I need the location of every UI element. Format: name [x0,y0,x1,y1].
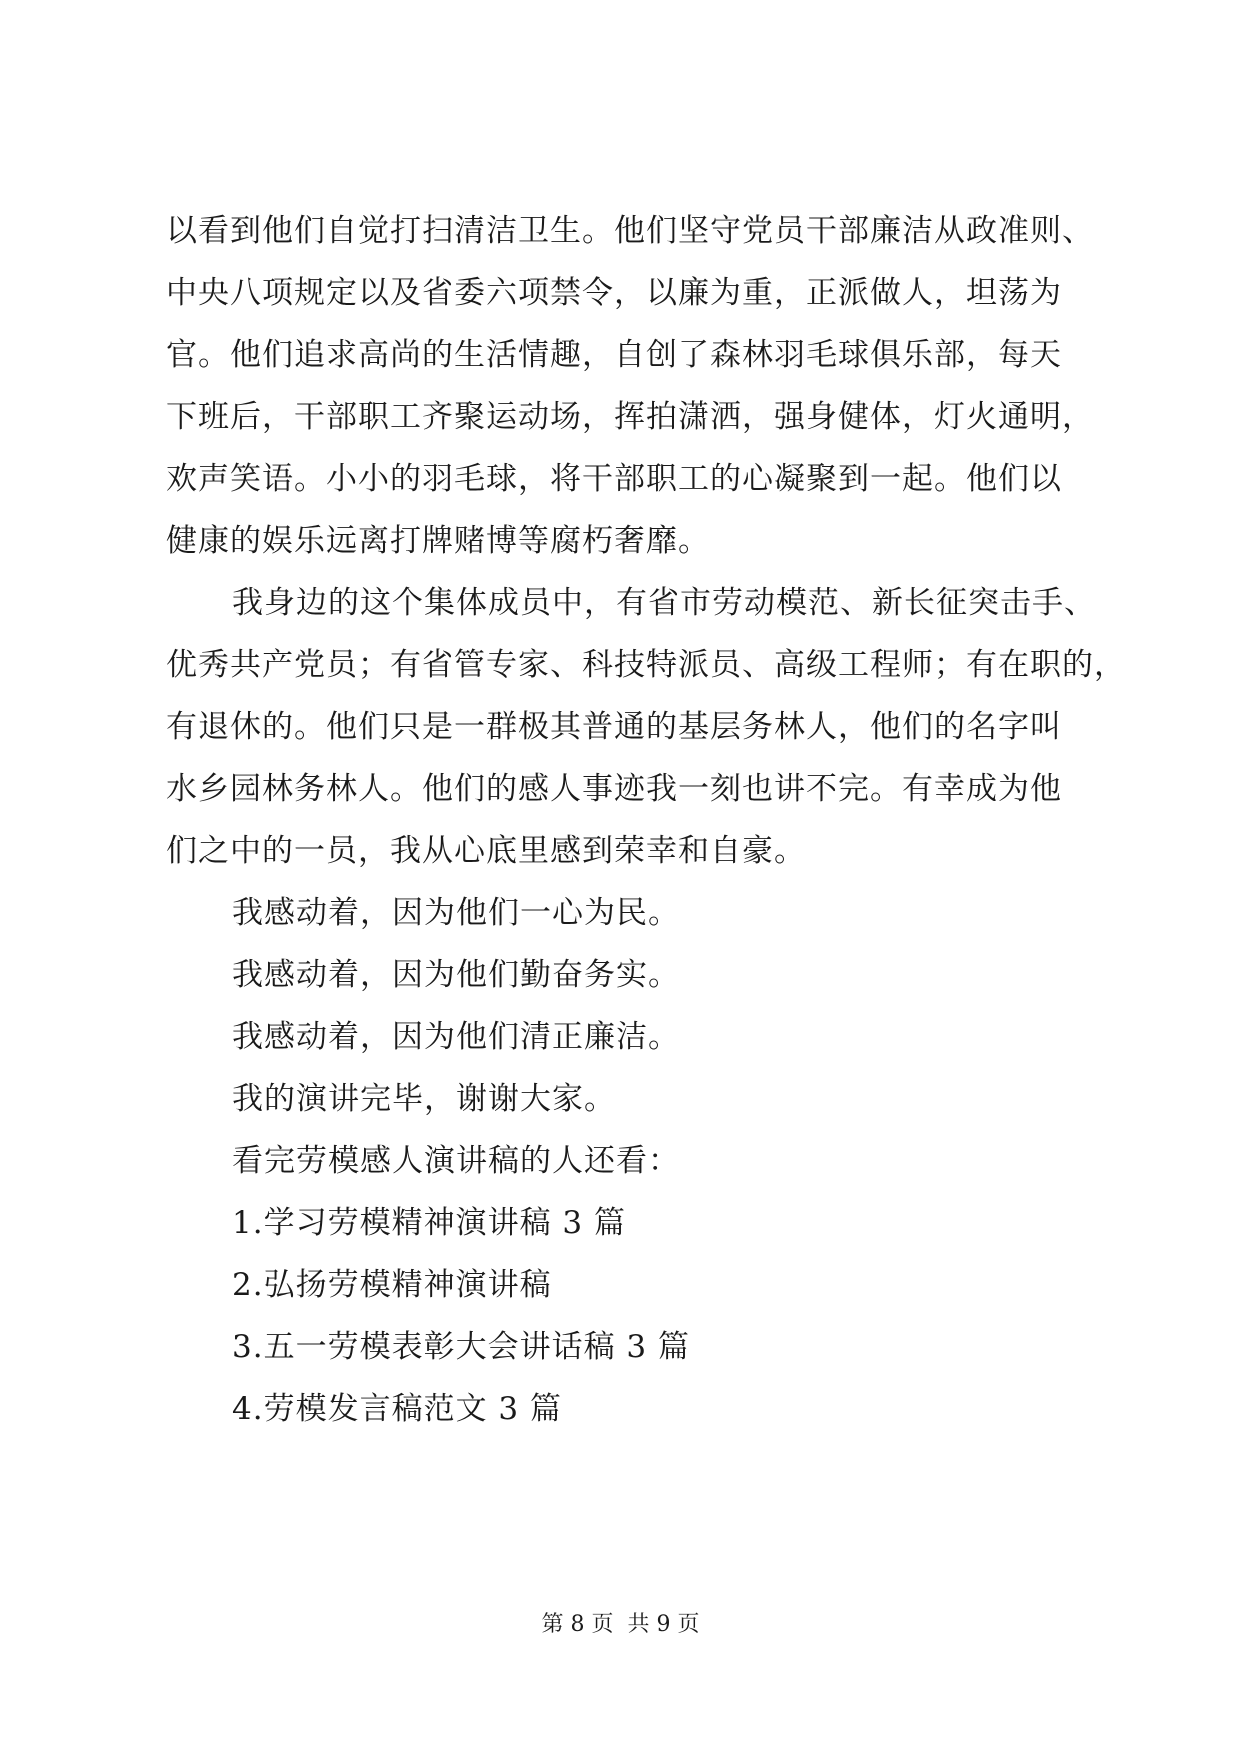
paragraph-line: 健康的娱乐远离打牌赌博等腐朽奢靡。 [166,523,710,559]
page-footer [0,1610,1241,1640]
related-heading: 看完劳模感人演讲稿的人还看： [232,1143,680,1179]
paragraph-line: 欢声笑语。小小的羽毛球，将干部职工的心凝聚到一起。他们以 [166,461,1062,497]
paragraph-line: 中央八项规定以及省委六项禁令，以廉为重，正派做人，坦荡为 [166,275,1062,311]
closing-line: 我感动着，因为他们一心为民。 [232,895,680,931]
related-link[interactable]: 2.弘扬劳模精神演讲稿 [232,1267,552,1303]
paragraph-line: 官。他们追求高尚的生活情趣，自创了森林羽毛球俱乐部，每天 [166,337,1062,373]
paragraph-line: 以看到他们自觉打扫清洁卫生。他们坚守党员干部廉洁从政准则、 [166,213,1094,249]
closing-line: 我感动着，因为他们勤奋务实。 [232,957,680,993]
paragraph-line: 们之中的一员，我从心底里感到荣幸和自豪。 [166,833,806,869]
paragraph-line: 优秀共产党员；有省管专家、科技特派员、高级工程师；有在职的， [166,647,1126,683]
page-number: 第 8 页 [541,1612,614,1637]
related-link[interactable]: 1.学习劳模精神演讲稿 3 篇 [232,1205,627,1241]
paragraph-line: 有退休的。他们只是一群极其普通的基层务林人，他们的名字叫 [166,709,1062,745]
closing-line: 我的演讲完毕，谢谢大家。 [232,1081,616,1117]
closing-line: 我感动着，因为他们清正廉洁。 [232,1019,680,1055]
paragraph-line: 我身边的这个集体成员中，有省市劳动模范、新长征突击手、 [232,585,1096,621]
document-body [166,200,1126,1440]
paragraph-line: 水乡园林务林人。他们的感人事迹我一刻也讲不完。有幸成为他 [166,771,1062,807]
related-link[interactable]: 3.五一劳模表彰大会讲话稿 3 篇 [232,1329,691,1365]
page-total: 共 9 页 [627,1612,700,1637]
paragraph-line: 下班后，干部职工齐聚运动场，挥拍潇洒，强身健体，灯火通明， [166,399,1094,435]
related-link[interactable]: 4.劳模发言稿范文 3 篇 [232,1391,563,1427]
